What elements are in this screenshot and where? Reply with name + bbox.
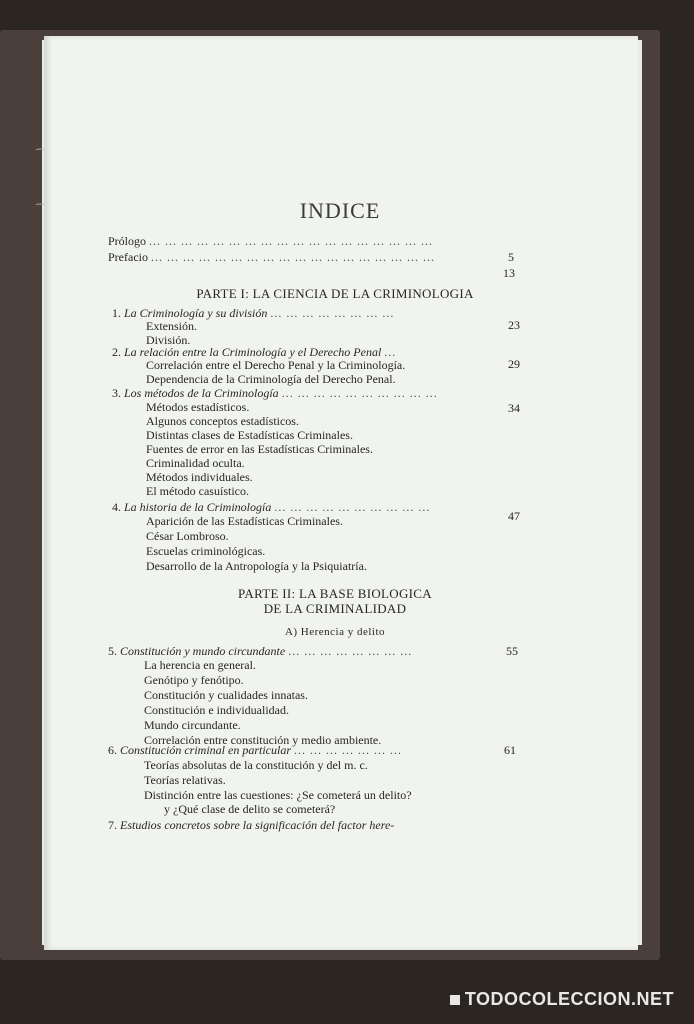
chapter-number: 3. — [112, 386, 121, 400]
subentry: Extensión. — [146, 319, 197, 333]
subentry: Correlación entre constitución y medio ambiente. — [144, 733, 382, 747]
subentry: La herencia en general. — [144, 658, 256, 672]
page-number: 47 — [508, 509, 520, 523]
subentry: Mundo circundante. — [144, 718, 241, 732]
chapter-entry: 2. La relación entre la Criminología y el Derecho Penal ... — [112, 345, 397, 359]
binding-marks: ⁀ ⁀ — [36, 150, 45, 216]
entry-label: Prólogo — [108, 234, 147, 248]
subentry: Genótipo y fenótipo. — [144, 673, 244, 687]
subentry: Dependencia de la Criminología del Derecho Penal. — [146, 372, 396, 386]
page-number: 55 — [506, 644, 518, 658]
chapter-title: La relación entre la Criminología y el Derecho Penal — [124, 345, 382, 359]
subentry: Escuelas criminológicas. — [146, 544, 266, 558]
subentry: Constitución y cualidades innatas. — [144, 688, 308, 702]
chapter-number: 1. — [112, 306, 121, 320]
subentry: Teorías relativas. — [144, 773, 226, 787]
page-number: 23 — [508, 318, 520, 332]
book-page — [44, 36, 638, 950]
chapter-number: 4. — [112, 500, 121, 514]
subentry: Criminalidad oculta. — [146, 456, 245, 470]
subentry: Distintas clases de Estadísticas Criminales. — [146, 428, 353, 442]
page-number: 61 — [504, 743, 516, 757]
chapter-number: 7. — [108, 818, 117, 832]
chapter-entry: 1. La Criminología y su división ... ... ... ... ... ... ... ... — [112, 306, 395, 320]
logo-icon — [450, 995, 460, 1005]
section-heading: A) Herencia y delito — [284, 626, 386, 638]
chapter-entry: 6. Constitución criminal en particular ... ... ... ... ... ... ... — [108, 743, 402, 757]
chapter-number: 2. — [112, 345, 121, 359]
chapter-entry — [108, 818, 394, 832]
subentry: Fuentes de error en las Estadísticas Criminales. — [146, 442, 373, 456]
entry-label: Prefacio — [108, 250, 148, 264]
watermark — [450, 989, 674, 1010]
page-number: 13 — [503, 266, 515, 280]
chapter-title: Constitución criminal en particular — [120, 743, 291, 757]
chapter-title: La historia de la Criminología — [124, 500, 272, 514]
subentry: Correlación entre el Derecho Penal y la Criminología. — [146, 358, 406, 372]
part-subheading: DE LA CRIMINALIDAD — [263, 601, 407, 616]
subentry: Algunos conceptos estadísticos. — [146, 414, 299, 428]
chapter-entry: 5. Constitución y mundo circundante ... ... ... ... ... ... ... ... — [108, 644, 413, 658]
chapter-title: Estudios concretos sobre la significación del factor here- — [120, 818, 395, 832]
page-title: INDICE — [299, 198, 381, 223]
subentry: y ¿Qué clase de delito se cometerá? — [164, 802, 336, 816]
subentry: Teorías absolutas de la constitución y del m. c. — [144, 758, 368, 772]
chapter-number: 5. — [108, 644, 117, 658]
subentry: Constitución e individualidad. — [144, 703, 289, 717]
subentry: Métodos estadísticos. — [146, 400, 250, 414]
chapter-entry: 3. Los métodos de la Criminología ... ... ... ... ... ... ... ... ... ... — [112, 386, 438, 400]
chapter-title: Los métodos de la Criminología — [124, 386, 279, 400]
part-heading: PARTE I: LA CIENCIA DE LA CRIMINOLOGIA — [196, 286, 474, 301]
chapter-title: Constitución y mundo circundante — [120, 644, 286, 658]
toc-entry: Prefacio ... ... ... ... ... ... ... ... ... ... ... ... ... ... ... ... ... ... — [108, 250, 435, 264]
subentry: Distinción entre las cuestiones: ¿Se cometerá un delito? — [144, 788, 412, 802]
part-heading: PARTE II: LA BASE BIOLOGICA — [238, 586, 432, 601]
subentry: Aparición de las Estadísticas Criminales. — [146, 514, 343, 528]
chapter-title: La Criminología y su división — [124, 306, 268, 320]
page-number: 5 — [508, 250, 514, 264]
toc-entry: Prólogo ... ... ... ... ... ... ... ... ... ... ... ... ... ... ... ... ... ... — [108, 234, 434, 248]
subentry: El método casuístico. — [146, 484, 249, 498]
subentry: División. — [146, 333, 191, 347]
subentry: Desarrollo de la Antropología y la Psiquiatría. — [146, 559, 367, 573]
chapter-entry: 4. La historia de la Criminología ... ... ... ... ... ... ... ... ... ... — [112, 500, 431, 514]
chapter-number: 6. — [108, 743, 117, 757]
page-number: 29 — [508, 357, 520, 371]
watermark-text: TODOCOLECCION.NET — [464, 989, 674, 1009]
page-number: 34 — [508, 401, 520, 415]
subentry: César Lombroso. — [146, 529, 229, 543]
subentry: Métodos individuales. — [146, 470, 253, 484]
